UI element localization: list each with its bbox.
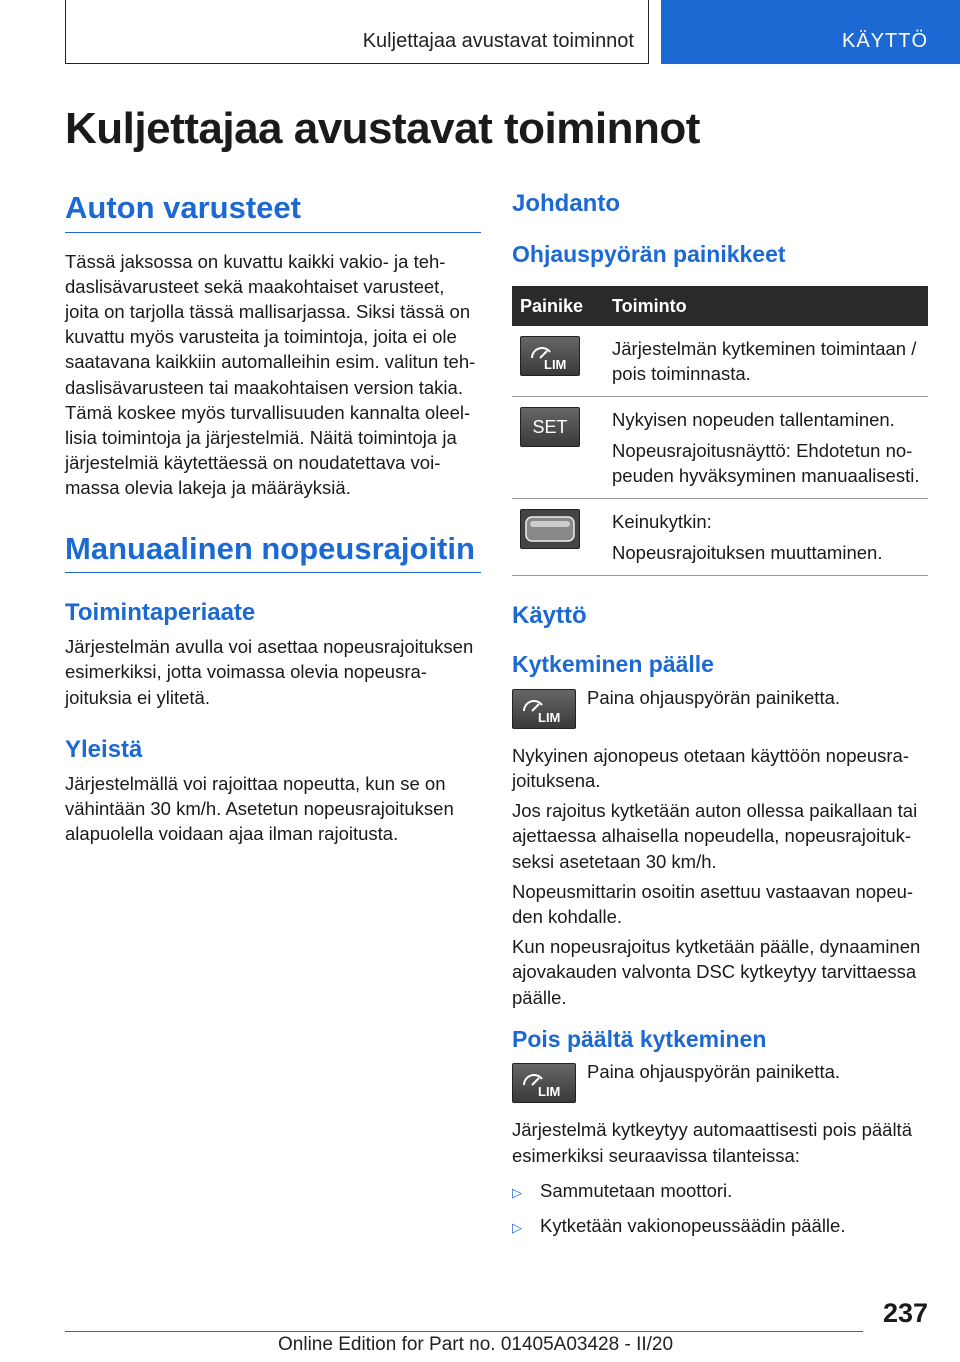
running-title: Kuljettajaa avustavat toiminnot <box>362 30 634 52</box>
heading-switch-off: Pois päältä kytkeminen <box>512 1025 767 1052</box>
triangle-bullet-icon: ▷ <box>512 1184 522 1200</box>
heading-equipment: Auton varusteet <box>65 190 481 233</box>
buttons-table <box>512 286 928 576</box>
row2-text-2: Nopeusrajoitusnäyttö: Ehdotetun nopeuden hyväksyminen manuaalisesti. <box>612 440 920 487</box>
para-on-3: Nopeusmittarin osoitin asettuu vastaavan nopeuden kohdalle. <box>512 880 914 927</box>
right-column <box>512 190 928 1240</box>
para-on-press: Paina ohjauspyörän painiketta. <box>587 686 841 708</box>
row2-text-1: Nykyisen nopeuden tallentaminen. <box>612 409 895 431</box>
table-row <box>512 499 928 576</box>
col-function-header: Toiminto <box>604 286 928 326</box>
heading-steering-buttons: Ohjauspyörän painikkeet <box>512 240 786 267</box>
section-tab-label: KÄYTTÖ <box>841 30 928 52</box>
lim-label: LIM <box>544 357 567 373</box>
section-tab <box>661 0 960 64</box>
set-button-icon <box>520 407 580 447</box>
page-title: Kuljettajaa avustavat toiminnot <box>65 104 700 153</box>
para-on-1: Nykyinen ajonopeus otetaan käyttöön nopeusrajoituksena. <box>512 744 910 791</box>
lim-button-icon <box>520 336 580 376</box>
row1-text: Järjestelmän kytkeminen toimintaan / pois toiminnasta. <box>612 338 917 385</box>
para-off: Järjestelmä kytkeytyy automaattisesti pois päältä esimerkiksi seuraavissa tilanteissa: <box>512 1119 912 1166</box>
page-number: 237 <box>882 1298 928 1328</box>
heading-principle: Toimintaperiaate <box>65 599 256 627</box>
set-label: SET <box>532 416 568 437</box>
running-header <box>65 0 649 64</box>
col-button-header: Painike <box>512 286 604 326</box>
heading-manual-limiter: Manuaalinen nopeusrajoitin <box>65 531 481 574</box>
heading-intro: Johdanto <box>512 190 620 217</box>
left-column <box>65 190 481 846</box>
footer-edition: Online Edition for Part no. 01405A03428 - II/20 <box>278 1334 674 1355</box>
table-header-row <box>512 286 928 326</box>
para-principle: Järjestelmän avulla voi asettaa nopeusrajoituksen esimerkiksi, jotta voimassa olevia nopeusrajoituksia ei ylitetä. <box>65 636 474 708</box>
lim-label: LIM <box>538 709 561 725</box>
table-row <box>512 326 928 397</box>
heading-operation: Käyttö <box>512 602 587 630</box>
row3-text-1: Keinukytkin: <box>612 511 712 533</box>
para-on-2: Jos rajoitus kytketään auton ollessa paikallaan tai ajettaessa alhaisella nopeudella, nopeusrajoitukseksi asetetaan 30 km/h. <box>512 800 918 872</box>
row3-text-2: Nopeusrajoituksen muuttaminen. <box>612 542 883 564</box>
lim-button-icon <box>512 1063 576 1103</box>
para-equipment: Tässä jaksossa on kuvattu kaikki vakio- ja tehdaslisävarusteet sekä maakohtaiset varusteet, joita on tarjolla tässä mallisarjassa. Siksi tässä on kuvattu myös varusteita ja toimintoja, joita ei ole saatavana kaikkiin automalleihin esim. valitun tehdaslisävarusteen tai maakohtaisen version takia. Tämä koskee myös turvallisuuden kannalta oleellisia toimintoja ja järjestelmiä. Näitä toimintoja ja järjestelmiä käytettäessä on noudatettava voimassa olevia lakeja ja määräyksiä. <box>65 250 476 499</box>
list-item <box>512 1213 928 1240</box>
lim-button-icon <box>512 689 576 729</box>
list-item <box>512 1178 928 1205</box>
para-on-4: Kun nopeusrajoitus kytketään päälle, dynaaminen ajovakauden valvonta DSC kytkeytyy tarvittaessa päälle. <box>512 936 921 1008</box>
para-general: Järjestelmällä voi rajoittaa nopeutta, kun se on vähintään 30 km/h. Asetetun nopeusrajoituksen alapuolella voidaan ajaa ilman rajoitusta. <box>65 772 454 844</box>
triangle-bullet-icon: ▷ <box>512 1219 522 1235</box>
lim-label: LIM <box>538 1084 561 1100</box>
bullet-text: Sammutetaan moottori. <box>540 1179 733 1201</box>
table-row <box>512 397 928 499</box>
rocker-switch-icon <box>520 509 580 549</box>
heading-general: Yleistä <box>65 735 143 763</box>
heading-switch-on: Kytkeminen päälle <box>512 651 714 678</box>
footer-rule <box>65 1331 863 1332</box>
para-off-press: Paina ohjauspyörän painiketta. <box>587 1061 841 1083</box>
bullet-text: Kytketään vakionopeussäädin päälle. <box>540 1214 846 1236</box>
